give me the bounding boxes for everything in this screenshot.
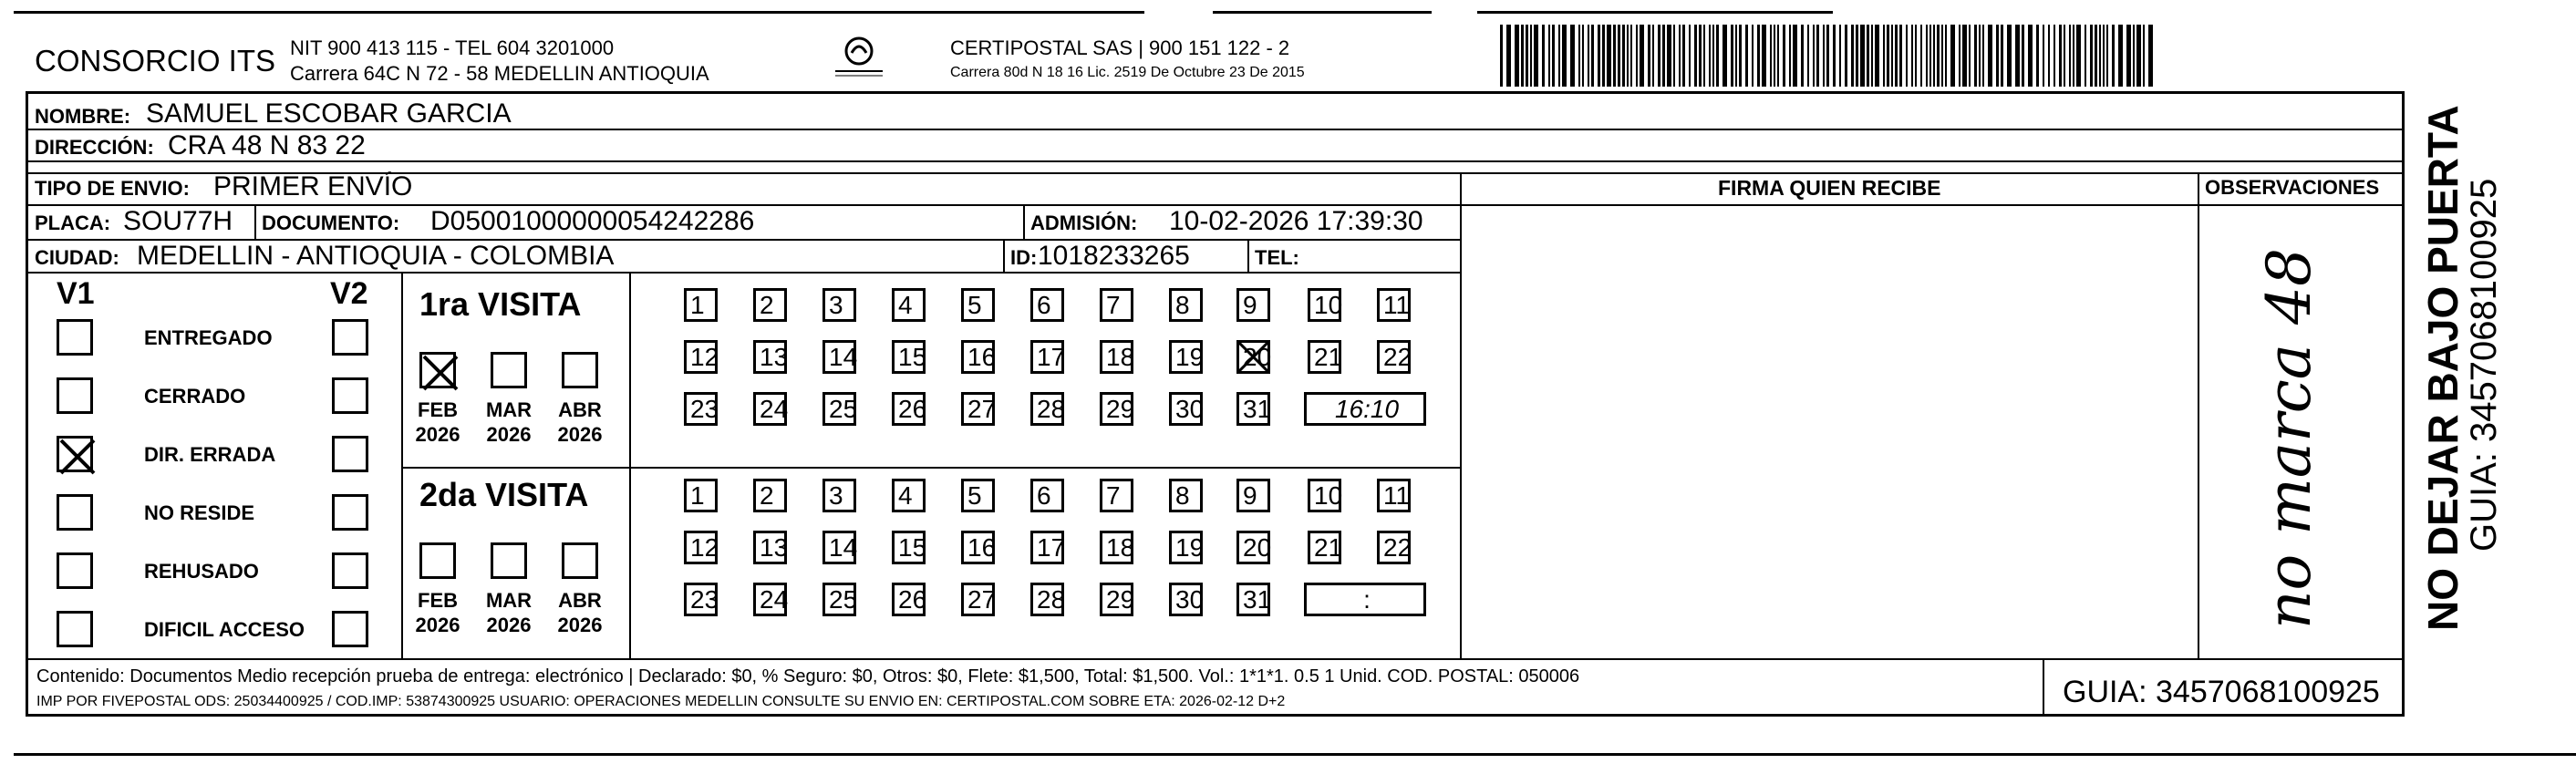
day-box[interactable]: 17 <box>1030 340 1064 374</box>
day-box[interactable]: 5 <box>961 288 995 322</box>
day-box[interactable]: 22 <box>1377 531 1411 564</box>
day-box[interactable]: 13 <box>753 531 787 564</box>
id-label: ID: <box>1010 246 1038 269</box>
visit-month-label: MAR <box>485 398 533 421</box>
visit-year-label: 2026 <box>486 423 532 446</box>
day-box[interactable]: 10 <box>1308 479 1341 512</box>
ciudad-value: MEDELLIN - ANTIOQUIA - COLOMBIA <box>137 241 615 271</box>
day-box[interactable]: 23 <box>684 583 718 616</box>
day-box[interactable]: 19 <box>1169 531 1203 564</box>
day-box[interactable]: 7 <box>1100 288 1133 322</box>
day-box[interactable]: 8 <box>1169 288 1203 322</box>
visita-1-title: 1ra VISITA <box>419 285 582 323</box>
footer-guia: GUIA: 3457068100925 <box>2063 675 2380 709</box>
certipostal-logo <box>832 35 886 80</box>
day-box[interactable]: 16 <box>961 340 995 374</box>
bottom-rule <box>14 753 2576 756</box>
day-box[interactable]: 2 <box>753 479 787 512</box>
status-v1-checkbox[interactable] <box>57 552 93 589</box>
status-v2-checkbox[interactable] <box>332 436 368 472</box>
visit-year-label: 2026 <box>557 614 603 636</box>
status-v2-checkbox[interactable] <box>332 552 368 589</box>
status-option-label: REHUSADO <box>144 560 259 583</box>
v2-label: V2 <box>330 276 368 311</box>
day-box[interactable]: 31 <box>1236 392 1270 426</box>
visit-month-checkbox[interactable] <box>562 542 598 579</box>
day-box[interactable]: 29 <box>1100 392 1133 426</box>
day-box[interactable]: 6 <box>1030 479 1064 512</box>
status-v2-checkbox[interactable] <box>332 494 368 531</box>
visit-time-box[interactable]: 16:10 <box>1304 392 1426 426</box>
day-box[interactable]: 26 <box>892 392 926 426</box>
day-box[interactable]: 5 <box>961 479 995 512</box>
day-box[interactable]: 18 <box>1100 340 1133 374</box>
day-box[interactable]: 15 <box>892 340 926 374</box>
day-box[interactable]: 20 <box>1236 531 1270 564</box>
day-box[interactable]: 15 <box>892 531 926 564</box>
visit-month-label: FEB <box>418 589 458 612</box>
status-v1-checkbox[interactable] <box>57 319 93 356</box>
no-dejar-bajo-puerta: NO DEJAR BAJO PUERTA <box>2419 105 2467 631</box>
day-box[interactable]: 2 <box>753 288 787 322</box>
day-box[interactable]: 31 <box>1236 583 1270 616</box>
top-rule-left <box>14 11 1144 14</box>
day-box[interactable]: 10 <box>1308 288 1341 322</box>
visit-month-checkbox[interactable] <box>562 352 598 388</box>
day-box[interactable]: 13 <box>753 340 787 374</box>
visit-time-box[interactable]: : <box>1304 583 1426 616</box>
day-box[interactable]: 4 <box>892 479 926 512</box>
visit-month-checkbox[interactable] <box>419 352 456 388</box>
day-box[interactable]: 11 <box>1377 288 1411 322</box>
direccion-label: DIRECCIÓN: <box>35 136 154 159</box>
ciudad-label: CIUDAD: <box>35 246 119 269</box>
footer-content: Contenido: Documentos Medio recepción prueba de entrega: electrónico | Declarado: $0, % Seguro: $0, Otros: $0, Flete: $1,500, Total: $1,500. Vol.: 1*1*1. 0.5 1 Unid. COD. POSTAL: 050006 <box>36 666 1580 687</box>
documento-label: DOCUMENTO: <box>262 212 400 234</box>
day-box[interactable]: 1 <box>684 288 718 322</box>
day-box[interactable]: 24 <box>753 392 787 426</box>
footer-imp: IMP POR FIVEPOSTAL ODS: 25034400925 / COD.IMP: 53874300925 USUARIO: OPERACIONES MEDELLIN CONSULTE SU ENVIO EN: CERTIPOSTAL.COM SOBRE ETA: 2026-02-12 D+2 <box>36 694 1286 709</box>
day-box[interactable]: 4 <box>892 288 926 322</box>
day-box[interactable]: 14 <box>822 340 856 374</box>
admision-value: 10-02-2026 17:39:30 <box>1169 206 1423 236</box>
status-option-label: DIR. ERRADA <box>144 443 276 466</box>
status-v1-checkbox[interactable] <box>57 377 93 414</box>
carrier-info: CERTIPOSTAL SAS | 900 151 122 - 2 <box>950 36 1290 59</box>
visit-month-label: FEB <box>418 398 458 421</box>
day-box[interactable]: 9 <box>1236 288 1270 322</box>
firma-label: FIRMA QUIEN RECIBE <box>1718 176 1941 200</box>
day-box[interactable]: 6 <box>1030 288 1064 322</box>
id-value: 1018233265 <box>1038 241 1190 271</box>
status-option-label: CERRADO <box>144 385 246 408</box>
observaciones-handwriting: no marca 48 <box>2254 248 2324 629</box>
day-box[interactable]: 11 <box>1377 479 1411 512</box>
visit-month-label: ABR <box>558 398 602 421</box>
direccion-value: CRA 48 N 83 22 <box>168 130 366 160</box>
visit-month-label: MAR <box>485 589 533 612</box>
day-box[interactable]: 19 <box>1169 340 1203 374</box>
day-box[interactable]: 27 <box>961 392 995 426</box>
status-option-label: DIFICIL ACCESO <box>144 618 305 641</box>
visit-month-checkbox[interactable] <box>419 542 456 579</box>
day-box[interactable]: 12 <box>684 340 718 374</box>
visit-year-label: 2026 <box>486 614 532 636</box>
day-box[interactable]: 24 <box>753 583 787 616</box>
documento-value: D05001000000054242286 <box>430 206 755 236</box>
day-box[interactable]: 30 <box>1169 583 1203 616</box>
company-name: CONSORCIO ITS <box>35 44 276 77</box>
day-box[interactable]: 30 <box>1169 392 1203 426</box>
tipo-envio-value: PRIMER ENVÍO <box>213 171 413 201</box>
day-box[interactable]: 17 <box>1030 531 1064 564</box>
day-box[interactable]: 20 <box>1236 340 1270 374</box>
status-v1-checkbox[interactable] <box>57 436 93 472</box>
day-box[interactable]: 28 <box>1030 583 1064 616</box>
visit-year-label: 2026 <box>557 423 603 446</box>
placa-value: SOU77H <box>123 206 233 236</box>
day-box[interactable]: 1 <box>684 479 718 512</box>
day-box[interactable]: 9 <box>1236 479 1270 512</box>
company-address: Carrera 64C N 72 - 58 MEDELLIN ANTIOQUIA <box>290 62 709 85</box>
day-box[interactable]: 3 <box>822 288 856 322</box>
barcode <box>1500 25 2157 87</box>
day-box[interactable]: 16 <box>961 531 995 564</box>
day-box[interactable]: 18 <box>1100 531 1133 564</box>
visita-2-title: 2da VISITA <box>419 476 589 513</box>
day-box[interactable]: 8 <box>1169 479 1203 512</box>
nombre-value: SAMUEL ESCOBAR GARCIA <box>146 98 512 129</box>
visit-month-checkbox[interactable] <box>491 352 527 388</box>
company-nit: NIT 900 413 115 - TEL 604 3201000 <box>290 36 615 59</box>
day-box[interactable]: 3 <box>822 479 856 512</box>
status-v1-checkbox[interactable] <box>57 611 93 647</box>
tipo-envio-label: TIPO DE ENVIO: <box>35 177 190 200</box>
visit-year-label: 2026 <box>415 423 460 446</box>
day-box[interactable]: 7 <box>1100 479 1133 512</box>
status-v2-checkbox[interactable] <box>332 377 368 414</box>
visit-year-label: 2026 <box>415 614 460 636</box>
tel-label: TEL: <box>1255 246 1299 269</box>
day-box[interactable]: 29 <box>1100 583 1133 616</box>
carrier-address: Carrera 80d N 18 16 Lic. 2519 De Octubre 23 De 2015 <box>950 65 1305 80</box>
day-box[interactable]: 25 <box>822 583 856 616</box>
day-box[interactable]: 14 <box>822 531 856 564</box>
status-option-label: NO RESIDE <box>144 501 255 524</box>
visit-month-label: ABR <box>558 589 602 612</box>
v1-label: V1 <box>57 276 95 311</box>
day-box[interactable]: 26 <box>892 583 926 616</box>
top-rule-right <box>1477 11 1833 14</box>
observaciones-label: OBSERVACIONES <box>2205 176 2380 199</box>
day-box[interactable]: 27 <box>961 583 995 616</box>
day-box[interactable]: 23 <box>684 392 718 426</box>
day-box[interactable]: 21 <box>1308 340 1341 374</box>
day-box[interactable]: 28 <box>1030 392 1064 426</box>
visit-month-checkbox[interactable] <box>491 542 527 579</box>
status-v2-checkbox[interactable] <box>332 319 368 356</box>
admision-label: ADMISIÓN: <box>1030 212 1138 234</box>
status-option-label: ENTREGADO <box>144 326 273 349</box>
status-v2-checkbox[interactable] <box>332 611 368 647</box>
placa-label: PLACA: <box>35 212 111 234</box>
day-box[interactable]: 25 <box>822 392 856 426</box>
status-v1-checkbox[interactable] <box>57 494 93 531</box>
side-guia: GUIA: 3457068100925 <box>2464 178 2504 552</box>
day-box[interactable]: 12 <box>684 531 718 564</box>
day-box[interactable]: 22 <box>1377 340 1411 374</box>
day-box[interactable]: 21 <box>1308 531 1341 564</box>
nombre-label: NOMBRE: <box>35 105 131 128</box>
top-rule-mid <box>1213 11 1432 14</box>
